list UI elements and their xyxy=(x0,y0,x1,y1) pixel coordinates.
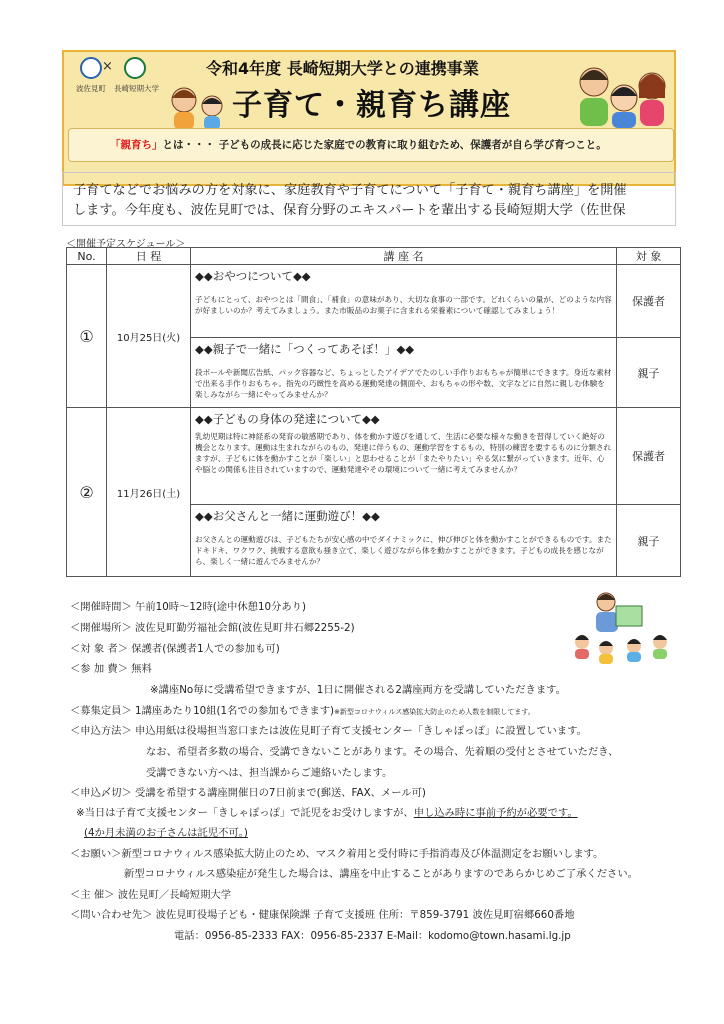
capacity-note: ※新型コロナウィルス感染拡大防止のため人数を制限してます。 xyxy=(334,708,535,716)
header-date: 日 程 xyxy=(107,248,191,265)
header-course: 講 座 名 xyxy=(191,248,617,265)
table-row xyxy=(67,265,681,338)
schedule-label: ＜開催予定スケジュール＞ xyxy=(66,239,186,250)
hasami-town-logo-icon xyxy=(80,57,102,79)
course-cell xyxy=(191,408,617,505)
storytelling-illustration-icon xyxy=(572,588,678,664)
course-title: ◆◆親子で一緒に「つくってあそぼ！」◆◆ xyxy=(195,342,415,356)
intro-box xyxy=(62,172,676,226)
course-target: 親子 xyxy=(617,338,681,408)
info-capacity xyxy=(70,702,535,717)
session-date: 11月26日(土) xyxy=(107,408,191,577)
course-title: ◆◆おやつについて◆◆ xyxy=(195,269,311,283)
info-contact: ＜問い合わせ先＞ 波佐見町役場子ども・健康保険課 子育て支援班 住所：〒859-3791 波佐見町宿郷660番地 xyxy=(70,909,575,921)
course-description: 段ボールや新聞広告紙、パック容器など、ちょっとしたアイデアでたのしい手作りおもちゃが簡単にできます。身近な素材で出来る手作りおもちゃ。指先の巧緻性を高める運動発達の側面や、おもちゃの形や数、文字などに自然に親しむ体験を楽しみながら一緒にやってみませんか？ xyxy=(195,368,612,399)
header-no: No. xyxy=(67,248,107,265)
info-apply-2: なお、希望者多数の場合、受講できないことがあります。その場合、先着順の受付とさせていただき、 xyxy=(146,746,619,758)
course-target: 親子 xyxy=(617,505,681,577)
info-note: ※講座No毎に受講希望できますが、1日に開催される2講座両方を受講していただきます。 xyxy=(150,684,566,696)
info-target: ＜対 象 者＞ 保護者(保護者1人での参加も可) xyxy=(70,643,280,655)
header-subtitle: 令和4年度 長崎短期大学との連携事業 xyxy=(206,59,479,78)
page-title: 子育て・親育ち講座 xyxy=(232,88,511,123)
nagasaki-college-logo-icon xyxy=(124,57,146,79)
logo-right-text: 長崎短期大学 xyxy=(114,84,159,93)
course-description: お父さんとの運動遊びは、子どもたちが安心感の中でダイナミックに、伸び伸びと体を動かすことができるものです。またドキドキ、ワクワク、挑戦する意欲も掻き立て、楽しく遊びながら体を動かすことができます。子どもの成長を感じながら、楽しく一緒に遊んでみませんか？ xyxy=(195,535,612,566)
info-fee: ＜参 加 費＞ 無料 xyxy=(70,663,152,675)
info-childcare xyxy=(76,804,578,819)
family-illustration-left-icon xyxy=(166,84,236,130)
course-description: 乳幼児期は特に神経系の発育の敏感期であり、体を動かす遊びを通して、生活に必要な様々な動きを習得していく絶好の機会となります。運動は生まれながらのもの、発達に伴うもの、運動学習をするもの、特別の練習を要するものに分類されますが、子どもに体を動かすことが「楽しい」と思わせることが「またやりたい」やる気に繋がっていきます。近年、心や脳との関係も注目されていますので、運動発達やその環境について一緒に考えてみませんか？ xyxy=(195,432,612,474)
info-phone: 電話：0956-85-2333 FAX：0956-85-2337 E-Mail：kodomo@town.hasami.lg.jp xyxy=(174,930,571,942)
tagline xyxy=(110,137,607,152)
course-cell xyxy=(191,338,617,408)
info-apply-1: ＜申込方法＞ 申込用紙は役場担当窓口または波佐見町子育て支援センター「きしゃぽっぽ」に設置しています。 xyxy=(70,725,587,737)
capacity-main: ＜募集定員＞ 1講座あたり10組(1名での参加もできます) xyxy=(70,705,335,717)
schedule-table xyxy=(66,247,681,577)
session-date: 10月25日(火) xyxy=(107,265,191,408)
info-place: ＜開催場所＞ 波佐見町勤労福祉会館(波佐見町井石郷2255-2) xyxy=(70,622,355,634)
logo-group xyxy=(74,57,174,97)
session-number: ② xyxy=(67,408,107,577)
info-apply-3: 受講できない方へは、担当課からご連絡いたします。 xyxy=(146,767,393,779)
childcare-text: ※当日は子育て支援センター「きしゃぽっぽ」で託児をお受けしますが、 xyxy=(76,807,414,819)
info-host: ＜主 催＞ 波佐見町／長崎短期大学 xyxy=(70,889,231,901)
header-target: 対 象 xyxy=(617,248,681,265)
course-title: ◆◆子どもの身体の発達について◆◆ xyxy=(195,412,380,426)
info-request-1: ＜お願い＞新型コロナウィルス感染拡大防止のため、マスク着用と受付時に手指消毒及び体温測定をお願いします。 xyxy=(70,848,604,860)
logo-cross: × xyxy=(102,59,113,74)
info-childcare-age: (4か月未満のお子さんは託児不可。) xyxy=(84,827,248,839)
intro-line-2: します。今年度も、波佐見町では、保育分野のエキスパートを輩出する長崎短期大学（佐世保 xyxy=(73,203,626,218)
course-title: ◆◆お父さんと一緒に運動遊び！◆◆ xyxy=(195,509,380,523)
course-target: 保護者 xyxy=(617,265,681,338)
info-deadline: ＜申込〆切＞ 受講を希望する講座開催日の7日前まで(郵送、FAX、メール可) xyxy=(70,787,426,799)
session-number: ① xyxy=(67,265,107,408)
course-target: 保護者 xyxy=(617,408,681,505)
table-row xyxy=(67,408,681,505)
family-illustration-right-icon xyxy=(572,58,672,128)
table-header-row xyxy=(67,248,681,265)
childcare-reservation-note: 申し込み時に事前予約が必要です。 xyxy=(413,807,578,819)
intro-line-1: 子育てなどでお悩みの方を対象に、家庭教育や子育てについて「子育て・親育ち講座」を開催 xyxy=(73,183,627,198)
logo-left-text: 波佐見町 xyxy=(76,84,106,93)
tagline-term: 「親育ち」 xyxy=(110,139,163,151)
info-time: ＜開催時間＞ 午前10時～12時(途中休憩10分あり) xyxy=(70,601,306,613)
tagline-text: とは・・・ 子どもの成長に応じた家庭での教育に取り組むため、保護者が自ら学び育つこと。 xyxy=(162,139,607,151)
course-description: 子どもにとって、おやつとは「間食」、「補食」の意味があり、大切な食事の一部です。どれくらいの量が、どのような内容が好ましいのか？考えてみましょう。また市販品のお菓子に含まれる栄養素について確認してみましょう！ xyxy=(195,295,612,315)
info-request-2: 新型コロナウィルス感染症が発生した場合は、講座を中止することがありますのであらかじめご了承ください。 xyxy=(124,868,638,880)
course-cell xyxy=(191,265,617,338)
course-cell xyxy=(191,505,617,577)
